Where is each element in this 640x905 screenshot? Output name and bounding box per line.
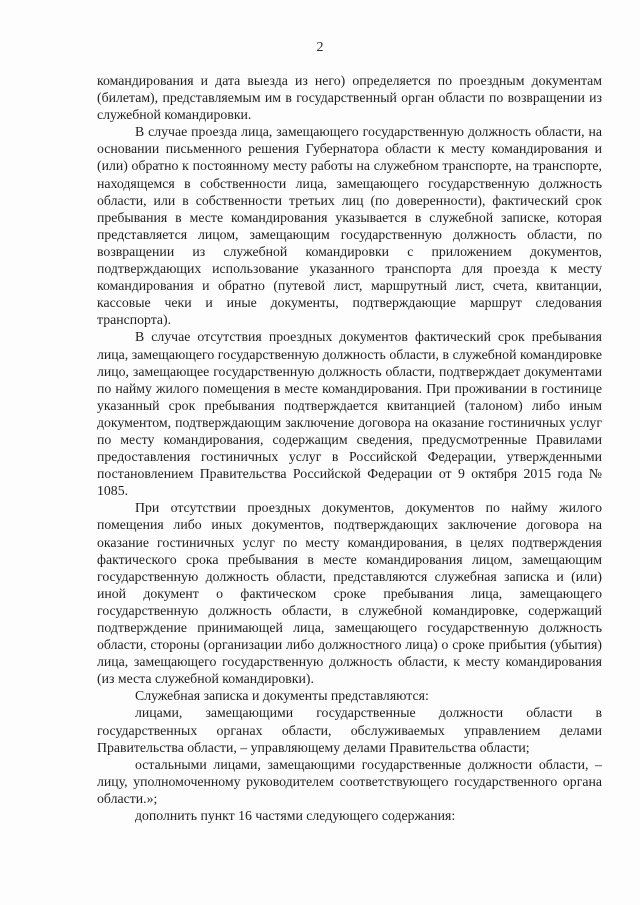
paragraph: Служебная записка и документы представляются: [135,688,429,704]
paragraph: В случае отсутствия проездных документов фактический срок пребывания лица, замещающего государственную должность области, в служебной командировке лицо, замещающее государственную должность области, подтверждает документами по найму жилого помещения в месте командирования. При проживании в гостинице указанный срок пребывания подтверждается квитанцией (талоном) либо иным документом, подтверждающим заключение договора на оказание гостиничных услуг по месту командирования, содержащим сведения, предусмотренные Правилами предоставления гостиничных услуг в Российской Федерации, утвержденными постановлением Правительства Российской Федерации от 9 октября 2015 года № 1085. [97,329,602,499]
page-number: 2 [316,40,324,55]
paragraph: дополнить пункт 16 частями следующего содержания: [135,808,456,824]
paragraph: В случае проезда лица, замещающего государственную должность области, на основании письменного решения Губернатора области к месту командирования и (или) обратно к постоянному месту работы на служебном транспорте, на транспорте, находящемся в собственности лица, замещающего государственную должность области, или в собственности третьих лиц (по доверенности), фактический срок пребывания в месте командирования указывается в служебной записке, которая представляется лицом, замещающим государственную должность области, по возвращении из служебной командировки с приложением документов, подтверждающих использование указанного транспорта для проезда к месту командирования и обратно (путевой лист, маршрутный лист, счета, квитанции, кассовые чеки и иные документы, подтверждающие маршрут следования транспорта). [97,124,602,328]
paragraph: При отсутствии проездных документов, документов по найму жилого помещения либо иных документов, подтверждающих заключение договора на оказание гостиничных услуг по месту командирования, в целях подтверждения фактического срока пребывания в месте командирования лицом, замещающим государственную должность области, представляются служебная записка и (или) иной документ о фактическом сроке пребывания лица, замещающего государственную должность области, в служебной командировке, содержащий подтверждение принимающей лица, замещающего государственную должность области, стороны (организации либо должностного лица) о сроке прибытия (убытия) лица, замещающего государственную должность области, к месту командирования (из места служебной командировки). [97,500,602,687]
document-body [97,72,602,824]
paragraph: командирования и дата выезда из него) определяется по проездным документам (билетам), представляемым им в государственный орган области по возвращении из служебной командировки. [97,73,602,123]
paragraph: остальными лицами, замещающими государственные должности области, – лицу, уполномоченному руководителем соответствующего государственного органа области.»; [97,756,602,806]
paragraph: лицами, замещающими государственные должности области в государственных органах области, обслуживаемых управлением делами Правительства области, – управляющему делами Правительства области; [97,705,602,755]
